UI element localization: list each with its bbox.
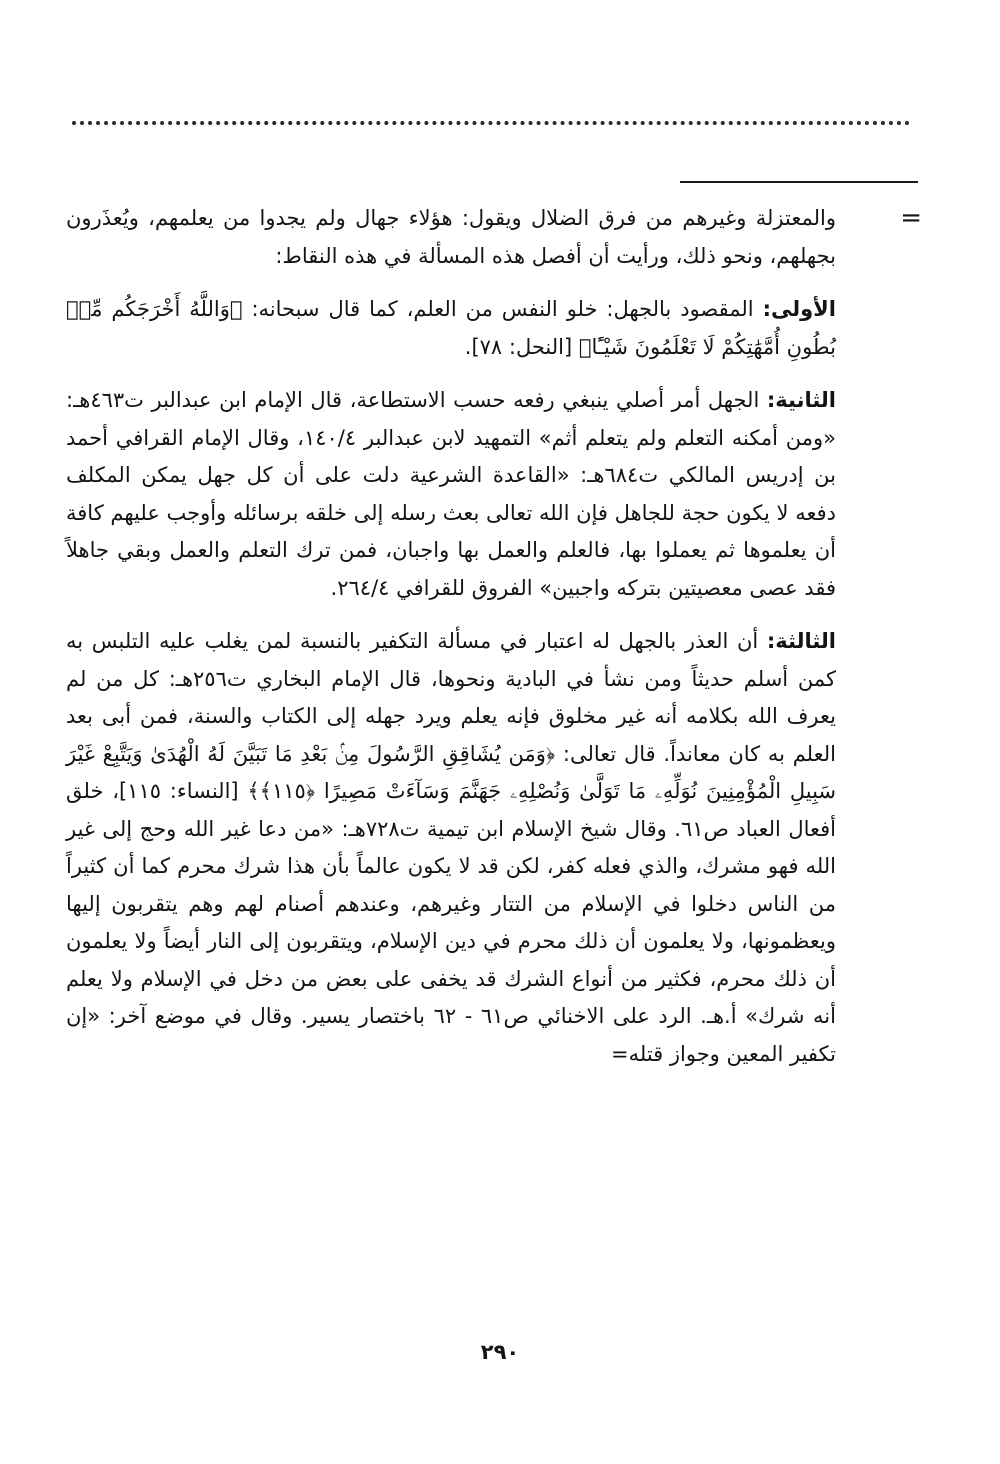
- footnote-separator-line: [680, 181, 918, 183]
- footnote-text: [66, 200, 836, 1089]
- point-first-text: المقصود بالجهل: خلو النفس من العلم، كما قال سبحانه:: [242, 297, 763, 321]
- point-second: [66, 382, 836, 607]
- point-second-heading: الثانية:: [766, 388, 836, 412]
- point-third: [66, 623, 836, 1073]
- page-number: ٢٩٠: [480, 1340, 520, 1364]
- point-third-heading: الثالثة:: [766, 629, 836, 653]
- point-second-text: الجهل أمر أصلي ينبغي رفعه حسب الاستطاعة، قال الإمام ابن عبدالبر ت٤٦٣هـ: «ومن أمكنه التعلم ولم يتعلم أثم» التمهيد لابن عبدالبر ١٤٠/٤، وقال الإمام القرافي أحمد بن إدريس المالكي ت٦٨٤هـ: «القاعدة الشرعية دلت على أن كل جهل يمكن المكلف دفعه لا يكون حجة للجاهل فإن الله تعالى بعث رسله إلى خلقه برسائله وأوجب عليهم كافة أن يعلموها ثم يعملوا بها، فالعلم والعمل بها واجبان، فمن ترك التعلم والعمل وبقي جاهلاً فقد عصى معصيتين بتركه واجبين» الفروق للقرافي ٢٦٤/٤.: [66, 388, 837, 600]
- point-first-citation: [النحل: ٧٨].: [464, 334, 579, 359]
- point-third-continuation: [النساء: ١١٥]، خلق أفعال العباد ص٦١. وقال شيخ الإسلام ابن تيمية ت٧٢٨هـ: «من دعا غير الله وحج إلى غير الله فهو مشرك، والذي فعله كفر، لكن قد لا يكون عالماً بأن هذا شرك محرم كما أن كثيراً من الناس دخلوا في الإسلام من التتار وغيرهم، وعندهم أصنام لهم وهم يتقربون إليها ويعظمونها، ولا يعلمون أن ذلك محرم في دين الإسلام، ويتقربون إلى النار أيضاً ولا يعلمون أن ذلك محرم، فكثير من أنواع الشرك قد يخفى على بعض من دخل في الإسلام ولا يعلم أنه شرك» أ.هـ. الرد على الاخنائي ص٦١ - ٦٢ باختصار يسير. وقال في موضع آخر: «إن تكفير المعين وجواز قتله=: [66, 779, 837, 1066]
- header-dotted-divider: [72, 121, 910, 125]
- point-first-heading: الأولى:: [762, 297, 836, 321]
- point-first: [66, 291, 836, 366]
- continuation-mark: =: [900, 203, 922, 233]
- point-third-text: أن العذر بالجهل له اعتبار في مسألة التكفير بالنسبة لمن يغلب عليه التلبس به كمن أسلم حديثاً ومن نشأ في البادية ونحوها، قال الإمام البخاري ت٢٥٦هـ: كل من لم يعرف الله بكلامه أنه غير مخلوق فإنه يعلم ويرد جهله إلى الكتاب والسنة، فمن أبى بعد العلم به كان معانداً. قال تعالى:: [66, 629, 836, 766]
- intro-paragraph: والمعتزلة وغيرهم من فرق الضلال ويقول: هؤلاء جهال ولم يجدوا من يعلمهم، ويُعذَرون بجهلهم، ونحو ذلك، ورأيت أن أفصل هذه المسألة في هذه النقاط:: [66, 206, 836, 268]
- quran-verse-nisa: ﴿وَمَن يُشَاقِقِ الرَّسُولَ مِنۢ بَعْدِ مَا تَبَيَّنَ لَهُ الْهُدَىٰ وَيَتَّبِعْ غَيْرَ سَبِيلِ الْمُؤْمِنِينَ نُوَلِّهِۦ مَا تَوَلَّىٰ وَنُصْلِهِۦ جَهَنَّمَ وَسَآءَتْ مَصِيرًا ﴿١١٥﴾﴾: [66, 741, 836, 803]
- quran-verse-nahl: ﴿وَاللَّهُ أَخْرَجَكُم مِّنۢ بُطُونِ أُمَّهَٰتِكُمْ لَا تَعْلَمُونَ شَيْـًٔا﴾: [66, 297, 836, 359]
